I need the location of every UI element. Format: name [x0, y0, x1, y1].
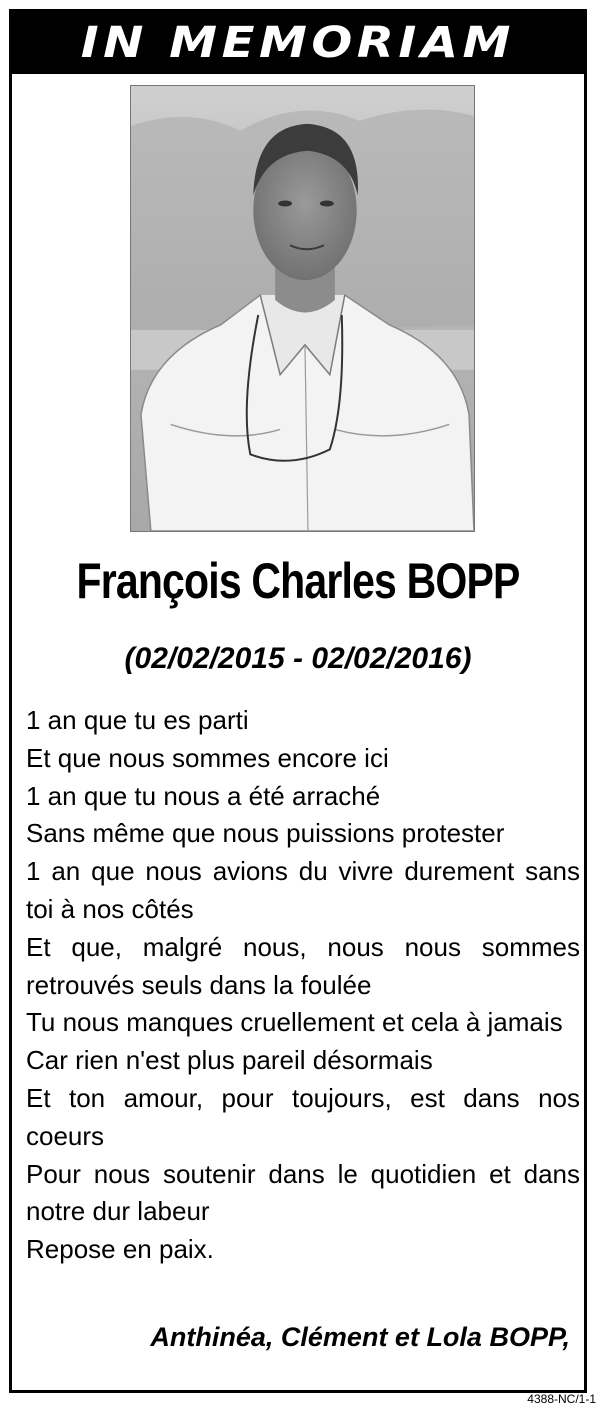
poem-line: 1 an que nous avions du vivre durement sans toi à nos côtés: [26, 856, 580, 924]
obituary-frame: [9, 9, 587, 1393]
poem-line: 1 an que tu nous a été arraché: [26, 780, 381, 811]
portrait-photo: [130, 85, 475, 532]
poem-line: Et que, malgré nous, nous nous sommes retrouvés seuls dans la foulée: [26, 931, 580, 1000]
deceased-name: François Charles BOPP: [76, 553, 520, 609]
poem-text: [26, 702, 580, 1269]
poem-line: Tu nous manques cruellement et cela à jamais: [26, 1007, 563, 1038]
family-signature: Anthinéa, Clément et Lola BOPP,: [150, 1322, 570, 1352]
ad-reference-code: 4388-NC/1-1: [527, 1392, 596, 1406]
poem-line: Car rien n'est plus pareil désormais: [26, 1045, 433, 1076]
poem-line: Repose en paix.: [26, 1234, 214, 1265]
header-title: IN MEMORIAM: [80, 18, 516, 68]
memorial-dates: (02/02/2015 - 02/02/2016): [124, 642, 472, 675]
poem-line: Et que nous sommes encore ici: [26, 742, 389, 773]
portrait-photo-image: [131, 86, 474, 531]
poem-line: Et ton amour, pour toujours, est dans nos coeurs: [26, 1082, 580, 1151]
header-banner: [12, 12, 584, 74]
poem-line: 1 an que tu es parti: [26, 705, 249, 735]
poem-line: Pour nous soutenir dans le quotidien et dans notre dur labeur: [26, 1158, 580, 1227]
poem-line: Sans même que nous puissions protester: [26, 818, 505, 849]
